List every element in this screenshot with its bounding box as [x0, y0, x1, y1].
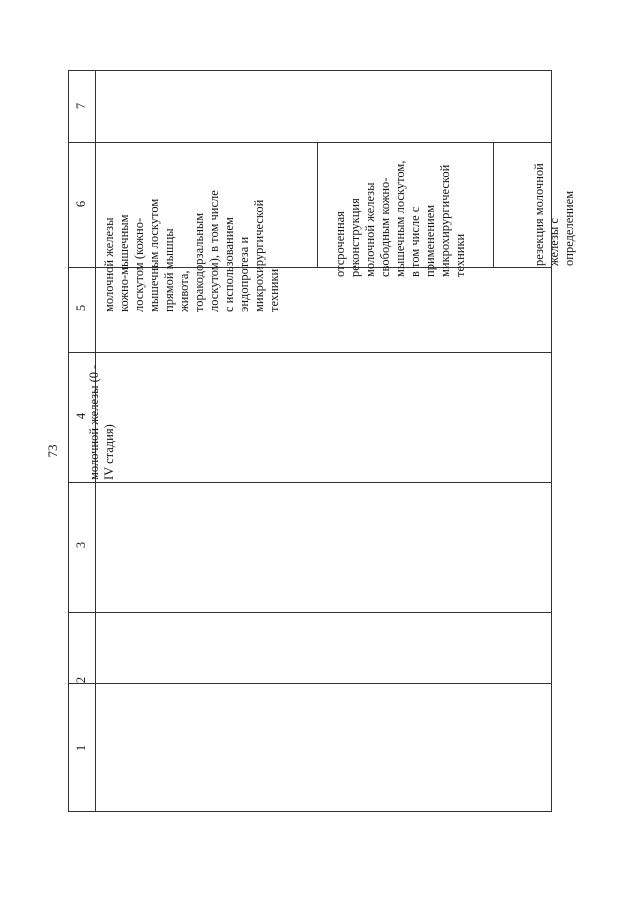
table-border-top	[68, 70, 552, 71]
col4-cell-text: молочной железы (0 - IV стадия)	[87, 364, 116, 480]
page-number: 73	[45, 444, 60, 458]
column-number-1: 1	[74, 744, 88, 752]
column-divider-4-5	[68, 352, 552, 353]
col6-cell-3-text: резекция молочной железы с определением	[532, 163, 576, 266]
column-divider-1-2	[68, 683, 552, 684]
col6-row-divider-1	[317, 142, 318, 268]
column-divider-2-3	[68, 612, 552, 613]
column-number-4: 4	[74, 412, 88, 420]
column-divider-3-4	[68, 482, 552, 483]
column-divider-6-7	[68, 142, 552, 143]
table-border-left	[68, 70, 69, 812]
table-border-bottom	[68, 811, 552, 812]
column-number-2: 2	[74, 676, 88, 684]
column-number-3: 3	[74, 541, 88, 549]
rotated-table	[68, 70, 576, 812]
col6-cell-2-text: отсроченная реконструкция молочной железы свободным кожно-мышечным лоскутом, в том числе с применением микрохирургической техники	[333, 160, 467, 277]
column-number-7: 7	[74, 102, 88, 110]
column-number-6: 6	[74, 200, 88, 208]
column-number-5: 5	[74, 304, 88, 312]
col6-cell-1-text: молочной железы кожно-мышечным лоскутом (кожно-мышечным лоскутом прямой мышцы живота, торакодорзальным лоскутом), в том числе с использованием эндопротеза и микрохирургической техники	[102, 190, 281, 312]
col6-row-divider-2	[493, 142, 494, 268]
